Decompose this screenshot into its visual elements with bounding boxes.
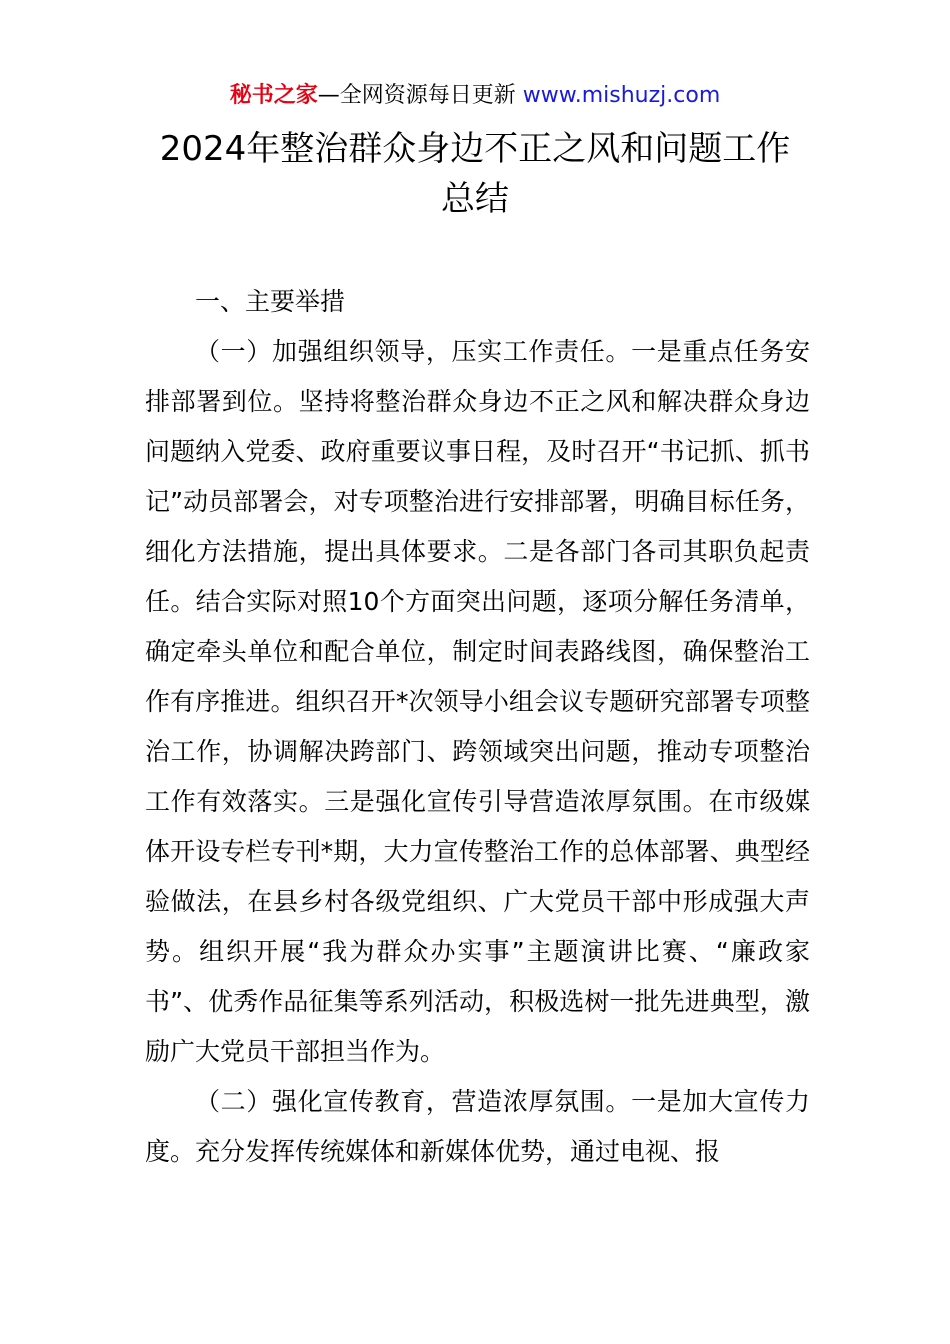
section-heading: 一、主要举措 <box>195 287 346 316</box>
title-line-2: 总结 <box>441 179 509 219</box>
paragraph-2: （二）强化宣传教育，营造浓厚氛围。一是加大宣传力度。充分发挥传统媒体和新媒体优势，通过电视、报 <box>145 1087 810 1166</box>
site-url-link[interactable]: www.mishuzj.com <box>522 83 721 108</box>
paragraph-1: （一）加强组织领导，压实工作责任。一是重点任务安排部署到位。坚持将整治群众身边不正之风和解决群众身边问题纳入党委、政府重要议事日程，及时召开“书记抓、抓书记”动员部署会，对专项整治进行安排部署，明确目标任务，细化方法措施，提出具体要求。二是各部门各司其职负起责任。结合实际对照10个方面突出问题，逐项分解任务清单，确定牵头单位和配合单位，制定时间表路线图，确保整治工作有序推进。组织召开*次领导小组会议专题研究部署专项整治工作，协调解决跨部门、跨领域突出问题，推动专项整治工作有效落实。三是强化宣传引导营造浓厚氛围。在市级媒体开设专栏专刊*期，大力宣传整治工作的总体部署、典型经验做法，在县乡村各级党组织、广大党员干部中形成强大声势。组织开展“我为群众办实事”主题演讲比赛、“廉政家书”、优秀作品征集等系列活动，积极选树一批先进典型，激励广大党员干部担当作为。 <box>145 337 810 1066</box>
brand-name: 秘书之家 <box>229 83 318 108</box>
document-title <box>0 124 950 224</box>
header-tagline: —全网资源每日更新 <box>317 83 516 108</box>
document-body <box>145 277 810 1177</box>
title-line-1: 2024年整治群众身边不正之风和问题工作 <box>159 129 791 169</box>
site-header <box>0 80 950 112</box>
